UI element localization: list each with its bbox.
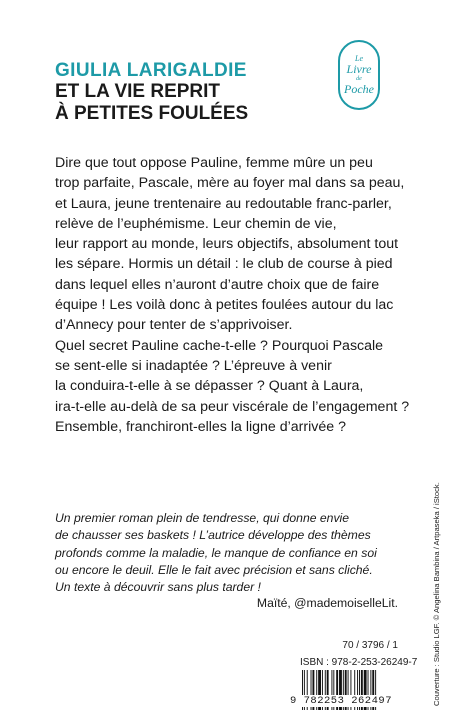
- review-quote: [55, 510, 435, 596]
- book-summary: [55, 153, 435, 437]
- summary-line: ira-t-elle au-delà de sa peur viscérale de l’engagement ?: [55, 398, 410, 415]
- summary-line: équipe ! Les voilà donc à petites foulées autour du lac: [55, 297, 394, 314]
- book-title-line: ET LA VIE REPRIT: [55, 81, 221, 102]
- summary-line: trop parfaite, Pascale, mère au foyer mal dans sa peau,: [55, 175, 405, 192]
- summary-line: relève de l’euphémisme. Leur chemin de vie,: [55, 215, 337, 232]
- summary-line: Dire que tout oppose Pauline, femme mûre un peu: [55, 155, 373, 171]
- summary-line: la conduira-t-elle à se dépasser ? Quant à Laura,: [55, 378, 364, 395]
- review-signature: Maïté, @mademoiselleLit.: [256, 596, 398, 610]
- logo-text: Le: [355, 54, 363, 63]
- summary-line: d’Annecy pour tenter de s’apprivoiser.: [55, 317, 293, 334]
- le-livre-de-poche-logo: [338, 40, 380, 110]
- summary-line: Ensemble, franchiront-elles la ligne d’arrivée ?: [55, 418, 346, 435]
- summary-line: et Laura, jeune trentenaire au redoutable franc-parler,: [55, 195, 392, 212]
- logo-text: Livre: [346, 62, 372, 76]
- review-line: Un premier roman plein de tendresse, qui donne envie: [55, 511, 350, 525]
- logo-text: Poche: [344, 82, 374, 96]
- summary-line: les sépare. Hormis un détail : le club de course à pied: [55, 256, 393, 273]
- catalog-code: 70 / 3796 / 1: [342, 640, 398, 651]
- logo-text: de: [356, 76, 362, 82]
- author-name: GIULIA LARIGALDIE: [55, 60, 247, 81]
- cover-credit: Couverture : Studio LGF. © Angelina Bambina / Artpaseka / iStock.: [432, 482, 441, 706]
- summary-line: Quel secret Pauline cache-t-elle ? Pourquoi Pascale: [55, 337, 384, 354]
- review-line: profonds comme la maladie, le manque de confiance en soi: [55, 545, 377, 560]
- summary-line: se sent-elle si inadaptée ? L’épreuve à venir: [55, 357, 332, 374]
- review-line: de chausser ses baskets ! L’autrice développe des thèmes: [55, 528, 371, 543]
- book-title-line: À PETITES FOULÉES: [55, 103, 249, 124]
- review-line: ou encore le deuil. Elle le fait avec précision et sans cliché.: [55, 562, 373, 577]
- barcode-digits: 9 782253 262497: [290, 695, 405, 707]
- review-line: Un texte à découvrir sans plus tarder !: [55, 580, 261, 595]
- summary-line: dans lequel elles n’auront d’autre choix que de faire: [55, 276, 380, 293]
- isbn-number: ISBN : 978-2-253-26249-7: [300, 657, 418, 668]
- summary-line: leur rapport au monde, leurs objectifs, absolument tout: [55, 236, 399, 253]
- book-title: [55, 81, 248, 125]
